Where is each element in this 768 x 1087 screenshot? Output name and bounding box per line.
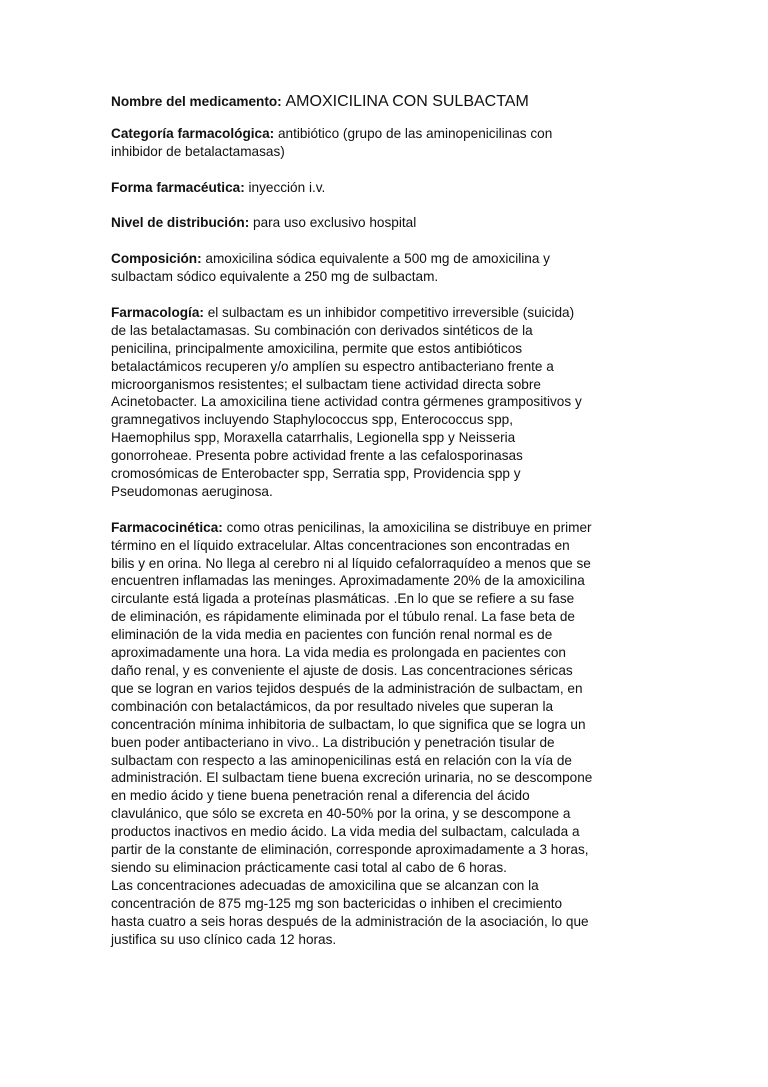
pharmacology-line: gonorroheae. Presenta pobre actividad frente a las cefalosporinasas <box>111 448 523 464</box>
composition-paragraph <box>111 250 671 286</box>
pharmacokinetics-paragraph <box>111 519 671 949</box>
pharmacology-line: betalactámicos recuperen y/o amplíen su espectro antibacteriano frente a <box>111 358 554 374</box>
document-page <box>111 93 671 966</box>
medication-name-value: AMOXICILINA CON SULBACTAM <box>285 93 529 110</box>
medication-name-label: Nombre del medicamento: <box>111 94 282 109</box>
pharmacology-line <box>111 304 671 322</box>
pharmacokinetics-line: que se logran en varios tejidos después de la administración de sulbactam, en <box>111 680 583 696</box>
pharmacology-line: gramnegativos incluyendo Staphylococcus spp, Enterococcus spp, <box>111 412 513 428</box>
pharmacokinetics-line: productos inactivos en medio ácido. La vida media del sulbactam, calculada a <box>111 824 580 840</box>
pharmacology-line: Haemophilus spp, Moraxella catarrhalis, Legionella spp y Neisseria <box>111 430 516 446</box>
category-line <box>111 125 671 143</box>
composition-line: sulbactam sódico equivalente a 250 mg de sulbactam. <box>111 269 439 285</box>
pharmacokinetics-line: combinación con betalactámicos, da por resultado niveles que superan la <box>111 698 554 714</box>
pharmaceutical-form-label: Forma farmacéutica: <box>111 179 245 195</box>
pharmacology-line: Pseudomonas aeruginosa. <box>111 483 273 499</box>
pharmacokinetics-line: daño renal, y es conveniente el ajuste de dosis. Las concentraciones séricas <box>111 663 573 679</box>
pharmacology-line: de las betalactamasas. Su combinación con derivados sintéticos de la <box>111 322 533 338</box>
pharmaceutical-form-value: inyección i.v. <box>244 179 326 195</box>
distribution-level-value: para uso exclusivo hospital <box>249 215 417 231</box>
pharmacokinetics-line: circulante está ligada a proteínas plasmáticas. .En lo que se refiere a su fase <box>111 591 575 607</box>
composition-line <box>111 250 671 268</box>
pharmacokinetics-line: bilis y en orina. No llega al cerebro ni al líquido cefalorraquídeo a menos que se <box>111 555 591 571</box>
pharmacokinetics-line <box>111 519 671 537</box>
pharmacokinetics-line: término en el líquido extracelular. Altas concentraciones son encontradas en <box>111 537 570 553</box>
composition-text: amoxicilina sódica equivalente a 500 mg de amoxicilina y <box>201 251 550 267</box>
pharmacology-paragraph <box>111 304 671 501</box>
category-paragraph <box>111 125 671 161</box>
pharmacology-line: Acinetobacter. La amoxicilina tiene actividad contra gérmenes grampositivos y <box>111 394 582 410</box>
pharmacokinetics-line: partir de la constante de eliminación, corresponde aproximadamente a 3 horas, <box>111 842 589 858</box>
category-label: Categoría farmacológica: <box>111 125 275 141</box>
pharmacology-line: cromosómicas de Enterobacter spp, Serratia spp, Providencia spp y <box>111 466 521 482</box>
pharmacokinetics-line: en medio ácido y tiene buena penetración renal a diferencia del ácido <box>111 788 530 804</box>
distribution-level-paragraph <box>111 214 671 232</box>
pharmacokinetics-line: Las concentraciones adecuadas de amoxicilina que se alcanzan con la <box>111 877 539 893</box>
category-line: inhibidor de betalactamasas) <box>111 143 285 159</box>
distribution-level-label: Nivel de distribución: <box>111 215 250 231</box>
category-text: antibiótico (grupo de las aminopenicilinas con <box>274 125 553 141</box>
pharmacokinetics-line: eliminación de la vida media en pacientes con función renal normal es de <box>111 627 553 643</box>
pharmacokinetics-line: sulbactam con respecto a las aminopenicilinas está en relación con la vía de <box>111 752 572 768</box>
pharmacokinetics-line: buen poder antibacteriano in vivo.. La distribución y penetración tisular de <box>111 734 555 750</box>
pharmacokinetics-line: aproximadamente una hora. La vida media es prolongada en pacientes con <box>111 645 566 661</box>
pharmacology-text: el sulbactam es un inhibidor competitivo irreversible (suicida) <box>203 304 575 320</box>
pharmacokinetics-line: administración. El sulbactam tiene buena excreción urinaria, no se descompone <box>111 770 593 786</box>
pharmaceutical-form-paragraph <box>111 179 671 197</box>
pharmacology-line: microorganismos resistentes; el sulbactam tiene actividad directa sobre <box>111 376 541 392</box>
medication-name-paragraph <box>111 93 671 111</box>
pharmacokinetics-line: hasta cuatro a seis horas después de la administración de la asociación, lo que <box>111 913 589 929</box>
pharmacokinetics-line: concentración de 875 mg-125 mg son bactericidas o inhiben el crecimiento <box>111 895 563 911</box>
pharmacokinetics-label: Farmacocinética: <box>111 519 223 535</box>
pharmacokinetics-line: clavulánico, que sólo se excreta en 40-50% por la orina, y se descompone a <box>111 806 571 822</box>
pharmacokinetics-line: concentración mínima inhibitoria de sulbactam, lo que significa que se logra un <box>111 716 586 732</box>
pharmacology-label: Farmacología: <box>111 304 204 320</box>
pharmacokinetics-line: de eliminación, es rápidamente eliminada por el túbulo renal. La fase beta de <box>111 609 575 625</box>
pharmacokinetics-line: siendo su eliminacion prácticamente casi total al cabo de 6 horas. <box>111 859 507 875</box>
pharmacokinetics-line: justifica su uso clínico cada 12 horas. <box>111 931 337 947</box>
pharmacology-line: penicilina, principalmente amoxicilina, permite que estos antibióticos <box>111 340 523 356</box>
pharmacokinetics-text: como otras penicilinas, la amoxicilina se distribuye en primer <box>222 519 592 535</box>
pharmacokinetics-line: encuentren inflamadas las meninges. Aproximadamente 20% de la amoxicilina <box>111 573 585 589</box>
composition-label: Composición: <box>111 251 202 267</box>
